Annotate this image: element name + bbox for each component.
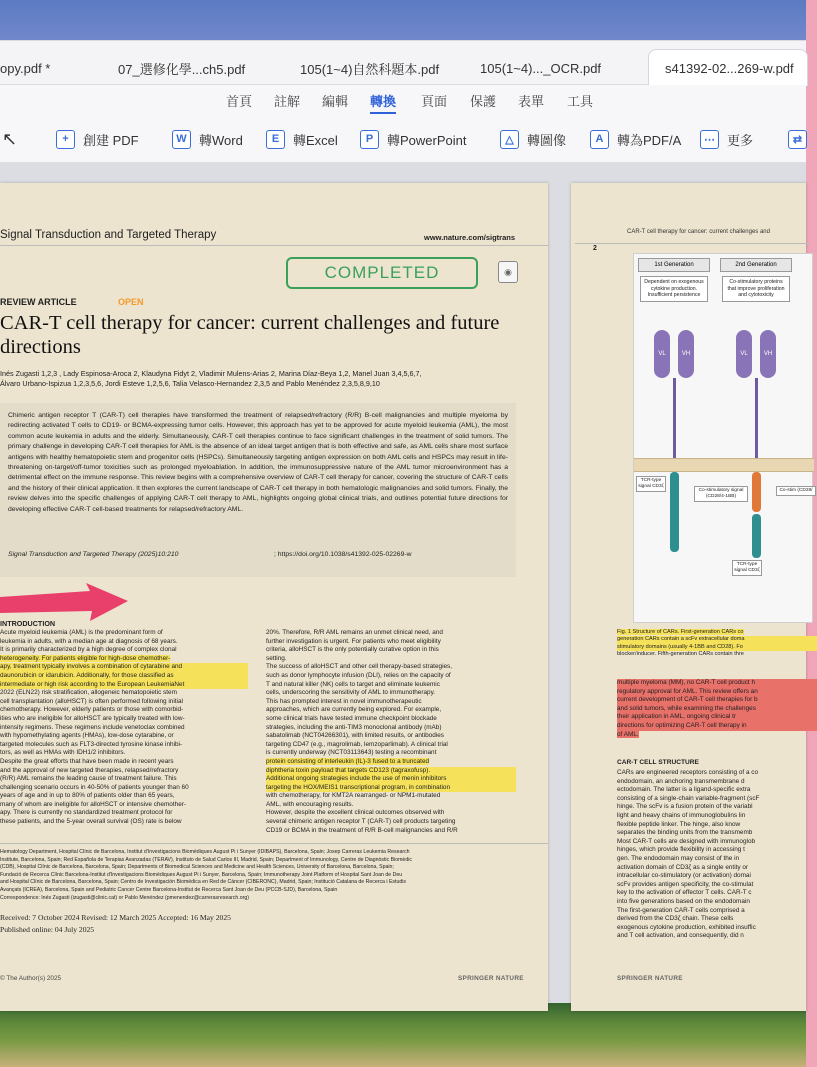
intro-line: many of whom are ineligible for alloHSCT or intensive chemother- — [0, 800, 187, 808]
gen2-description: Co-stimulatory proteins that improve proliferation and cytotoxicity — [722, 276, 790, 302]
intro-line: cell transplantation (alloHSCT) is often performed following initial — [0, 697, 183, 705]
body-line: such as donor lymphocyte infusion (DLI), relies on the capacity of — [266, 671, 451, 679]
body-line: light and heavy chains of immunoglobulins lin — [617, 811, 746, 819]
intro-line: intensity regimens. These regimens include venetoclax combined — [0, 723, 185, 731]
highlight-yellow: protein consisting of interleukin (IL)-3 fused to a truncated — [266, 757, 430, 765]
body-line: 20%. Therefore, R/R AML remains an unmet clinical need, and — [266, 629, 443, 636]
caption-line: blocker/inducer. Fifth-generation CARs contain thre — [617, 651, 744, 658]
arrow-annotation[interactable] — [0, 583, 130, 623]
body-line: The first-generation CAR-T cells comprised a — [617, 906, 745, 914]
gen2-label: 2nd Generation — [720, 258, 792, 272]
intro-line-highlighted: daunorubicin or idarubicin. Additionally, for those classified as — [0, 672, 248, 681]
intro-line: ities who are ineligible for alloHSCT are typically treated with low- — [0, 714, 185, 722]
menu-protect[interactable]: 保護 — [470, 94, 497, 109]
vl-domain — [654, 330, 670, 378]
intro-line-highlighted: intermediate or high risk according to the European LeukemiaNet — [0, 681, 248, 690]
red-highlight-line — [617, 731, 817, 740]
vh-label: VH — [681, 351, 691, 357]
vh-domain — [678, 330, 694, 378]
select-tool-button[interactable] — [2, 127, 17, 151]
more-label: 更多 — [727, 132, 754, 148]
intro-line: apy. There is currently no standardized treatment protocol for — [0, 809, 173, 817]
costim-signal-label-2: Co-stim (CD28/ — [776, 486, 816, 496]
body-line: CD19 or BCMA in the treatment of R/R B-cell malignancies and R/R — [266, 826, 458, 834]
body-line: CARs are engineered receptors consisting of a co — [617, 769, 759, 776]
body-line: with chemotherapy, for KMT2A rearranged- or NPM1-mutated — [266, 792, 441, 800]
affiliations — [0, 849, 546, 902]
intro-line: challenging scenario occurs in 40-50% of patients younger than 60 — [0, 783, 189, 791]
to-word-label: 轉Word — [199, 132, 243, 148]
article-type: REVIEW ARTICLE — [0, 297, 77, 307]
to-powerpoint-label: 轉PowerPoint — [387, 132, 467, 148]
menu-convert[interactable]: 轉換 — [370, 91, 396, 110]
publisher-logo: SPRINGER NATURE — [458, 975, 524, 982]
structure-column — [617, 769, 817, 941]
header-rule-2 — [575, 243, 810, 244]
correspondence-line: Correspondence: Inés Zugasti (izugasti@clinic.cat) or Pablo Menéndez (pmenendez@carrerasresearch.org) — [0, 894, 249, 901]
check-for-updates-icon[interactable]: ◉ — [498, 261, 518, 283]
affiliation-line: Hematology Department, Hospital Clínic de Barcelona, Institut d'Investigacions Biomèdiques August Pi i Sunyer (IDIBAPS), Barcelona, Spain; Josep Carreras Leukemia Research — [0, 849, 410, 855]
intro-line: years of age and in up to 80% of patients older than 65 years, — [0, 792, 175, 800]
intro-line: these patients, and the 5-year overall survival (OS) rate is below — [0, 818, 182, 826]
tcr-signal-label: TCR-type signal CD3ζ — [636, 476, 666, 492]
red-highlight-line: multiple myeloma (MM), no CAR-T cell product h — [617, 679, 817, 688]
tab-science-pdf[interactable] — [300, 51, 439, 85]
body-line: exogenous cytokine production, exhibited insuffic — [617, 923, 756, 931]
authors-line-2: Álvaro Urbano-Ispizua 1,2,3,5,6, Jordi Esteve 1,2,5,6, Talia Velasco-Hernandez 2,3,5 and Pablo Menéndez 2,3,5,8,9,10 — [0, 379, 380, 388]
cell-membrane — [634, 458, 814, 472]
vl-domain — [736, 330, 752, 378]
costim-signal-label: Co-stimulatory signal (CD28/4-1BB) — [694, 486, 748, 502]
body-line: and T cell activation, and consequently, did n — [617, 932, 744, 940]
published-date: Published online: 04 July 2025 — [0, 925, 95, 934]
body-line: T and natural killer (NK) cells to target and eliminate leukemic — [266, 680, 440, 688]
body-line: approaches, which are currently being explored. For example, — [266, 706, 442, 714]
tab-copy-pdf[interactable] — [0, 51, 50, 85]
body-line: Most CAR-T cells are designed with immunoglob — [617, 837, 756, 845]
header-rule — [0, 245, 548, 246]
to-image-button[interactable] — [500, 127, 566, 151]
vl-label: VL — [740, 351, 748, 357]
doi-link[interactable]: ; https://doi.org/10.1038/s41392-025-02269-w — [274, 551, 412, 558]
intro-line: targeted molecules such as FLT3-directed tyrosine kinase inhibi- — [0, 740, 183, 748]
footnote-rule — [0, 843, 548, 844]
tcr-signal-label-2: TCR-type signal CD3ζ — [732, 560, 762, 576]
caption-line-highlighted: stimulatory domains (usually 4-1BB and CD28). Fo — [617, 644, 817, 651]
red-highlight-line: current development of CAR-T cell therapies for b — [617, 696, 817, 705]
to-excel-button[interactable] — [266, 127, 338, 151]
intro-line: 2022 (ELN22) risk stratification, allogeneic hematopoietic stem — [0, 689, 177, 697]
affiliation-line: and Hospital Clínic de Barcelona, Barcelona, Spain; Centro de Investigación Biomédica en Red de Cáncer (CIBERONC), Madrid, Spain; Institució Catalana de Recerca i Estudis — [0, 879, 406, 886]
intro-line: and the approval of new targeted therapies, relapsed/refractory — [0, 766, 179, 774]
document-viewer[interactable] — [0, 163, 813, 1003]
hinge-gen1 — [673, 378, 676, 458]
overflow-icon: ⇄ — [788, 130, 807, 149]
running-header: CAR-T cell therapy for cancer: current challenges and — [627, 229, 770, 235]
journal-site[interactable]: www.nature.com/sigtrans — [424, 233, 515, 242]
body-line: setting. — [266, 654, 287, 662]
body-line: targeting CD47 (e.g., magrolimab, lemzoparlimab). A clinical trial — [266, 740, 448, 748]
figure-caption — [617, 629, 817, 659]
red-highlight-line: and solid tumors, while examining the challenges — [617, 705, 817, 714]
page-number: 2 — [593, 245, 597, 252]
image-icon: △ — [500, 130, 519, 149]
more-button[interactable] — [700, 127, 753, 151]
body-line: flexible peptide linker. The hinge, also know — [617, 820, 741, 828]
intro-line: Despite the great efforts that have been made in recent years — [0, 757, 174, 765]
affiliation-line: (CDB), Hospital Clínic de Barcelona, Barcelona, Spain; Departments of Biomedical Sciences and Medicine and Health Sciences, University of Barcelona, Barcelona, Spain; — [0, 864, 394, 871]
highlighted-paragraph — [617, 679, 817, 739]
body-line: several chimeric antigen receptor T (CAR-T) cell products targeting — [266, 818, 456, 826]
pdf-page-1 — [0, 183, 548, 1011]
body-line: further investigation is urgent. For patients who meet eligibility — [266, 637, 441, 645]
abstract-text: Chimeric antigen receptor T (CAR-T) cell therapies have transformed the treatment of relapsed/refractory (R/R) B-cell malignancies and multiple myeloma by redirecting activated T cells to CD19- or BCMA-expressing tumor cells. However, this approach has yet to be approved for acute myeloid leukemia (AML), the most common acute leukemia in adults and the elderly. Simultaneously, CAR-T cell therapies continue to face significant challenges in the treatment of solid tumors. The primary challenge in developing CAR-T cell therapies for AML is the absence of an ideal target antigen that is both effective and safe, as AML cells share most surface antigens with healthy hematopoietic stem and progenitor cells (HSPCs). Simultaneously targeting antigen expression on both AML cells and HSPCs may result in life-threatening on-target/off-tumor toxicities such as prolonged myeloablation. In addition, the immunosuppressive nature of the AML tumor microenvironment has a detrimental effect on the immune response. This review begins with a comprehensive overview of CAR-T cell therapy for cancer, covering the structure of CAR-T cells and the history of their clinical application. It then explores the current landscape of CAR-T cell therapy in both hematologic malignancies and solid tumors. Finally, the review delves into the specific challenges of applying CAR-T cell therapy to AML, highlights ongoing global clinical trials, and outlines potential future directions for developing effective CAR-T cell-based treatments for relapsed/refractory AML. — [8, 412, 508, 513]
caption-line — [617, 629, 817, 636]
body-line: hinges, which provide flexibility in accessing t — [617, 846, 745, 854]
body-line: criteria, alloHSCT is the only potentially curative option in this — [266, 646, 439, 654]
intro-line: It is primarily characterized by a high degree of complex clonal — [0, 646, 177, 654]
vl-label: VL — [658, 351, 666, 357]
powerpoint-icon: P — [360, 130, 379, 149]
body-line — [266, 758, 516, 767]
tab-chemistry-pdf[interactable] — [118, 51, 245, 85]
body-line: into five generations based on the endodomain — [617, 897, 750, 905]
excel-icon: E — [266, 130, 285, 149]
pdfa-icon: A — [590, 130, 609, 149]
gen1-label: 1st Generation — [638, 258, 710, 272]
to-powerpoint-button[interactable] — [360, 127, 466, 151]
costim-domain-gen2 — [752, 472, 761, 512]
article-title: CAR-T cell therapy for cancer: current challenges and future directions — [0, 312, 500, 358]
intro-line: (R/R) AML remains the leading cause of treatment failure. This — [0, 775, 177, 783]
gen1-description: Dependent on exogenous cytokine production. Insufficient persistence — [640, 276, 708, 302]
body-line: activation domain of CD3ζ as a single entity or — [617, 863, 749, 871]
publisher-logo-2: SPRINGER NATURE — [617, 975, 683, 982]
vh-domain — [760, 330, 776, 378]
to-excel-label: 轉Excel — [293, 132, 338, 148]
create-pdf-icon: + — [56, 130, 75, 149]
intro-line: leukemia in adults, with a median age at diagnosis of 68 years. — [0, 637, 178, 645]
overflow-button[interactable] — [788, 127, 815, 151]
introduction-heading: INTRODUCTION — [0, 619, 56, 628]
citation: Signal Transduction and Targeted Therapy (2025)10:210 — [8, 551, 179, 558]
body-line: some clinical trials have tested immune checkpoint blockade — [266, 714, 437, 722]
more-icon: ⋯ — [700, 130, 719, 149]
body-line-highlighted: Additional ongoing strategies include the use of menin inhibitors — [266, 775, 516, 784]
red-highlight-line: their application in AML, ongoing clinical tr — [617, 713, 817, 722]
body-line: cells, underscoring the sensitivity of AML to immunotherapy. — [266, 689, 436, 697]
body-line: scFv provides antigen specificity, the co-stimulat — [617, 880, 754, 888]
open-access-badge: OPEN — [118, 297, 144, 307]
body-line-highlighted: diphtheria toxin payload that targets CD123 (tagraxofusp). — [266, 767, 516, 776]
intro-column-left — [0, 629, 248, 827]
tab-label: s41392-02...269-w.pdf — [665, 60, 794, 76]
section-heading: CAR-T CELL STRUCTURE — [617, 759, 699, 766]
completed-stamp: COMPLETED — [286, 257, 478, 289]
body-line: derived from the CD3ζ chain. These cells — [617, 915, 734, 923]
body-line: sabatolimab (NCT04266301), with limited results, or antibodies — [266, 732, 444, 740]
body-line: This has prompted interest in novel immunotherapeutic — [266, 697, 422, 705]
received-dates: Received: 7 October 2024 Revised: 12 March 2025 Accepted: 16 May 2025 — [0, 913, 231, 922]
body-line: AML, with encouraging results. — [266, 800, 354, 808]
to-pdfa-button[interactable] — [590, 127, 681, 151]
intro-line — [0, 655, 248, 664]
pdf-page-2 — [571, 183, 813, 1011]
body-line: is currently underway (NCT03113643) testing a recombinant — [266, 749, 437, 757]
pdf-app-window — [0, 40, 813, 1002]
create-pdf-button[interactable] — [56, 127, 139, 151]
intro-line: Acute myeloid leukemia (AML) is the predominant form of — [0, 629, 163, 636]
authors-line-1: Inés Zugasti 1,2,3 , Lady Espinosa-Aroca 2, Klaudyna Fidyt 2, Vladimir Mulens-Arias 2, Marina Díaz-Beya 1,2, Manel Juan 3,4,5,6,7, — [0, 369, 422, 378]
body-line: consisting of a single-chain variable-fragment (scF — [617, 794, 760, 802]
convert-toolbar — [0, 115, 806, 163]
ribbon-menu — [0, 85, 806, 115]
vh-label: VH — [763, 351, 773, 357]
red-highlight-text: of AML. — [617, 730, 639, 738]
menu-edit[interactable]: 編輯 — [322, 94, 349, 109]
tab-s41392-pdf[interactable] — [648, 49, 808, 86]
tab-ocr-pdf[interactable] — [480, 51, 601, 85]
body-line: However, despite the excellent clinical outcomes observed with — [266, 809, 445, 817]
menu-pages[interactable]: 頁面 — [421, 94, 448, 109]
red-highlight-line: regulatory approval for AML. This review offers an — [617, 688, 817, 697]
to-word-button[interactable] — [172, 127, 243, 151]
copyright: © The Author(s) 2025 — [0, 975, 62, 982]
body-line: strategies, including the anti-TIM3 monoclonal antibody (mAb) — [266, 723, 442, 731]
tab-label: 105(1~4)自然科題本.pdf — [300, 61, 440, 77]
affiliation-line: Fundació de Recerca Clínic Barcelona-Institut d'Investigacions Biomèdiques August Pi i Sunyer, Barcelona, Spain; Immunotherapy Joint Platform of Hospital Sant Joan de Deu — [0, 871, 403, 878]
menu-forms[interactable]: 表單 — [518, 94, 545, 109]
word-icon: W — [172, 130, 191, 149]
caption-line-highlighted: generation CARs contain a scFv extracellular doma — [617, 636, 817, 643]
hinge-gen2 — [755, 378, 758, 458]
figure-1 — [633, 253, 813, 623]
intro-line: with hypomethylating agents (HMAs), low-dose cytarabine, or — [0, 732, 174, 740]
create-pdf-label: 創建 PDF — [83, 132, 139, 148]
affiliation-line: Institute, Barcelona, Spain; Red Española de Terapias Avanzadas (TERAV), Instituto de Salud Carlos III, Madrid, Spain; Department of Immunology, Centre de Diagnòstic Biomèdic — [0, 856, 412, 863]
to-pdfa-label: 轉為PDF/A — [617, 132, 682, 148]
body-line: ectodomain. The latter is a ligand-specific extra — [617, 786, 751, 794]
menu-home[interactable]: 首頁 — [226, 94, 253, 109]
menu-annotate[interactable]: 註解 — [274, 94, 301, 109]
menu-tools[interactable]: 工具 — [567, 94, 594, 109]
body-line: intracellular co-stimulatory (or activation) domai — [617, 872, 751, 880]
body-line-highlighted: targeting the HOX/MEIS1 transcriptional program, in combination — [266, 784, 516, 793]
body-line: separates the binding units from the transmemb — [617, 829, 753, 837]
journal-name: Signal Transduction and Targeted Therapy — [0, 229, 217, 241]
tab-bar — [0, 41, 806, 85]
cd3z-domain-gen1 — [670, 472, 679, 552]
cursor-icon: ↖ — [2, 128, 18, 149]
affiliation-line: Avançats (ICREA), Barcelona, Spain and Pediatric Cancer Centre Barcelona-Institut de Recerca Sant Joan de Deu (PCCB-SJD), Barcelona, Spain — [0, 886, 338, 893]
highlight-yellow: heterogeneity. For patients eligible for high-dose chemother- — [0, 654, 171, 662]
body-line: gen. The endodomain may consist of the in — [617, 854, 740, 862]
tab-label: 105(1~4)..._OCR.pdf — [480, 60, 602, 76]
body-line: hinge. The scFv is a fusion protein of the variabl — [617, 803, 753, 811]
intro-line: chemotherapy. However, elderly patients or those with comorbid- — [0, 706, 184, 714]
cd3z-domain-gen2 — [752, 514, 761, 558]
to-image-label: 轉圖像 — [527, 132, 567, 148]
body-line: key to the activation of effector T cells. CAR-T c — [617, 889, 752, 897]
intro-column-right — [266, 629, 516, 835]
tab-label: opy.pdf * — [0, 60, 51, 76]
body-line: endodomain, an anchoring transmembrane d — [617, 777, 745, 785]
intro-line: tors, as well as HMAs with IDH1/2 inhibitors. — [0, 749, 126, 757]
tab-label: 07_選修化學...ch5.pdf — [118, 61, 246, 77]
intro-line-highlighted: apy, treatment typically involves a combination of cytarabine and — [0, 663, 248, 672]
body-line: The success of alloHSCT and other cell therapy-based strategies, — [266, 663, 453, 671]
red-highlight-line: directions for optimizing CAR-T cell therapy in — [617, 722, 817, 731]
caption-text: Fig. 1 Structure of CARs. First-generation CARs co — [617, 629, 744, 635]
